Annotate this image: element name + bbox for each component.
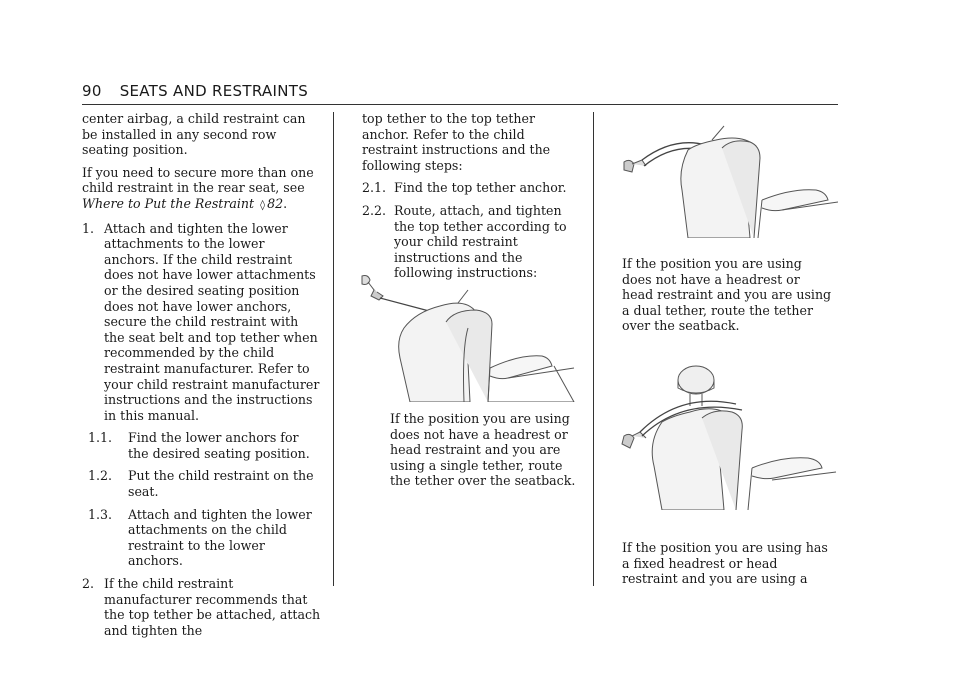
step-number: 1. <box>82 220 95 236</box>
illustration-1-caption: If the position you are using does not have a headrest or head restraint and you are using a single tether, route the tether over the seatback. <box>390 411 576 489</box>
step-2 <box>82 576 322 638</box>
substep-2-1 <box>362 180 582 196</box>
column-divider-1 <box>333 112 334 586</box>
cross-reference-page[interactable]: 82 <box>267 195 284 211</box>
step-number: 1.1. <box>88 430 113 446</box>
substep-1-2 <box>88 468 322 499</box>
step-number: 1.2. <box>88 468 113 484</box>
step-text: Find the top tether anchor. <box>394 180 567 196</box>
fixed-headrest-seat-illustration <box>602 362 838 510</box>
step-number: 2. <box>82 576 95 592</box>
step-1 <box>82 221 322 424</box>
step-text: If the child restraint manufacturer recommends that the top tether be attached, attach and tighten the <box>104 576 321 638</box>
column-2 <box>362 111 582 288</box>
page-header <box>82 82 838 105</box>
step-number: 1.3. <box>88 506 113 522</box>
substep-1-1 <box>88 430 322 461</box>
period: . <box>283 195 288 211</box>
substep-1-3 <box>88 507 322 569</box>
paragraph-text: If you need to secure more than one child restraint in the rear seat, see <box>82 164 314 196</box>
section-title: SEATS AND RESTRAINTS <box>119 82 309 100</box>
illustration-3-caption: If the position you are using has a fixed headrest or head restraint and you are using a <box>622 540 828 587</box>
cross-reference-link[interactable]: Where to Put the Restraint <box>82 195 255 211</box>
illustration-2-caption: If the position you are using does not have a headrest or head restraint and you are using a dual tether, route the tether over the seatback. <box>622 256 832 334</box>
step-number: 2.1. <box>362 180 387 196</box>
paragraph: top tether to the top tether anchor. Refer to the child restraint instructions and the following steps: <box>362 111 551 173</box>
step-number: 2.2. <box>362 202 387 218</box>
paragraph <box>82 165 322 214</box>
step-text: Route, attach, and tighten the top tether according to your child restraint instructions and the following instructions: <box>394 202 567 281</box>
dual-tether-seat-illustration <box>602 120 838 238</box>
column-divider-2 <box>593 112 594 586</box>
step-text: Put the child restraint on the seat. <box>128 468 314 500</box>
single-tether-seat-illustration <box>340 268 576 402</box>
step-text: Find the lower anchors for the desired seating position. <box>128 430 310 461</box>
column-1 <box>82 111 322 645</box>
step-text: Attach and tighten the lower attachments on the child restraint to the lower anchors. <box>128 506 312 569</box>
page-number: 90 <box>82 82 102 100</box>
step-text: Attach and tighten the lower attachments to the lower anchors. If the child restraint does not have lower attachments or the desired seating position does not have lower anchors, secure the child restraint with the seat belt and top tether when recommended by the child restraint manufacturer. Refer to your child restraint manufacturer instructions and the instructions in this manual. <box>104 220 320 423</box>
paragraph: center airbag, a child restraint can be installed in any second row seating position. <box>82 111 306 158</box>
page-ref-icon: ◊ <box>260 199 266 211</box>
